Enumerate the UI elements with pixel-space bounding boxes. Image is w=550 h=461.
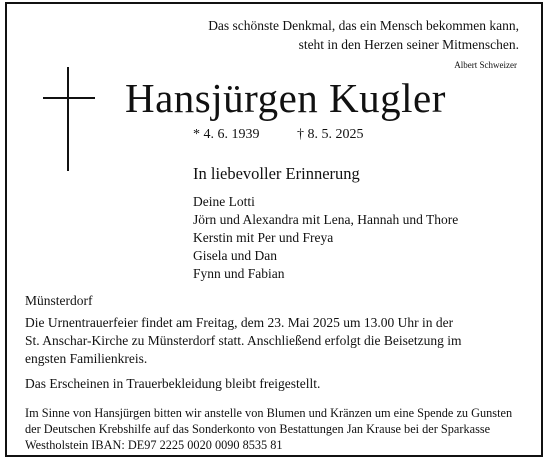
mourner: Fynn und Fabian: [193, 266, 285, 281]
quote-author: Albert Schweizer: [454, 60, 517, 70]
quote: [208, 16, 519, 54]
service-line: engsten Familienkreis.: [25, 351, 148, 366]
donation-info: [25, 405, 545, 453]
mourner: Deine Lotti: [193, 194, 255, 209]
quote-line: Das schönste Denkmal, das ein Mensch bekommen kann,: [208, 18, 519, 33]
memory-line: In liebevoller Erinnerung: [193, 164, 360, 183]
mourners-list: [193, 193, 458, 283]
service-info: [25, 314, 535, 368]
birth-date: * 4. 6. 1939: [193, 127, 260, 142]
donation-line: Im Sinne von Hansjürgen bitten wir anstelle von Blumen und Kränzen um eine Spende zu Gunsten: [25, 406, 513, 420]
obituary-frame: [5, 2, 543, 457]
deceased-name: Hansjürgen Kugler: [125, 75, 446, 121]
donation-line: Westholstein IBAN: DE97 2225 0020 0090 8535 81: [25, 438, 283, 452]
cross-icon: [67, 67, 69, 171]
mourner: Kerstin mit Per und Freya: [193, 230, 334, 245]
service-line: Die Urnentrauerfeier findet am Freitag, dem 23. Mai 2025 um 13.00 Uhr in der: [25, 315, 454, 330]
attire-note: Das Erscheinen in Trauerbekleidung bleibt freigestellt.: [25, 376, 321, 391]
donation-line: der Deutschen Krebshilfe auf das Sonderkonto von Bestattungen Jan Krause bei der Sparkasse: [25, 422, 491, 436]
place: Münsterdorf: [25, 293, 93, 308]
service-line: St. Anschar-Kirche zu Münsterdorf statt. Anschließend erfolgt die Beisetzung im: [25, 333, 462, 348]
death-date: † 8. 5. 2025: [297, 127, 364, 142]
quote-line: steht in den Herzen seiner Mitmenschen.: [298, 37, 519, 52]
mourner: Jörn und Alexandra mit Lena, Hannah und Thore: [193, 212, 459, 227]
mourner: Gisela und Dan: [193, 248, 277, 263]
cross-icon-bar: [43, 97, 95, 99]
